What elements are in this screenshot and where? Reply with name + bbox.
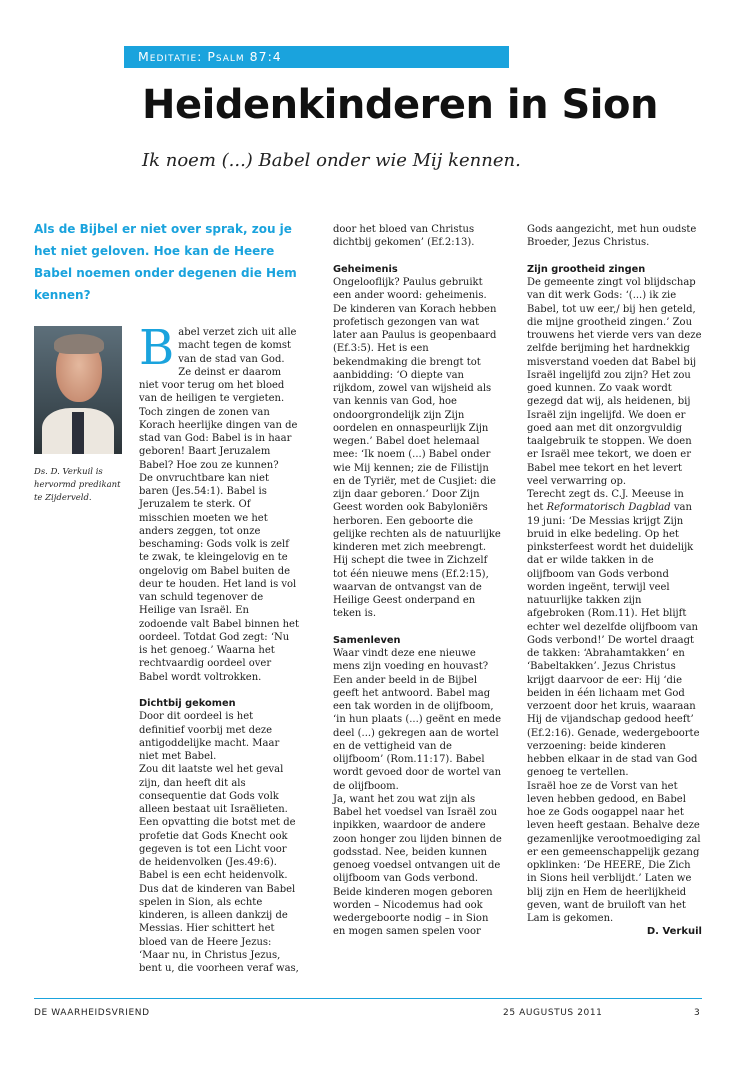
portrait-tie [72,412,84,454]
paragraph: Dus dat de kinderen van Babel spelen in Sion, als echte kinderen, is alleen dankzij de Messias. Hier schittert het bloed van de Heere Jezus: ‘Maar nu, in Christus Jezus, bent u, die voorheen veraf was, [139,883,299,974]
paragraph: Gods aangezicht, met hun oudste Broeder, Jezus Christus. [527,224,697,249]
paragraph: Zou dit laatste wel het geval zijn, dan heeft dit als consequentie dat Gods volk alleen bestaat uit Israëlieten. Een opvatting die botst met de profetie dat Gods Knecht ook gegeven is tot een Licht voor de heidenvolken (Jes.49:6). Babel is een echt heidenvolk. [139,764,296,882]
footer-date: 25 AUGUSTUS 2011 [503,1008,603,1018]
paragraph [139,320,299,472]
paragraph: Door dit oordeel is het definitief voorbij met deze antigoddelijke macht. Maar niet met Babel. [139,711,280,762]
article-subtitle: Ik noem (...) Babel onder wie Mij kennen. [142,150,521,171]
paragraph-text: abel verzet zich uit alle macht tegen de komst van de stad van God. Ze deinst er daarom niet voor terug om het bloed van de heiligen te vergieten. Toch zingen de zonen van Korach heerlijke dingen van de stad van God: Babel is in haar geboren! Baart Jeruzalem Babel? Hoe zou ze kunnen? [139,327,298,471]
section-heading: Dichtbij gekomen [139,698,236,709]
paragraph: door het bloed van Christus dichtbij gekomen’ (Ef.2:13). [333,224,475,249]
author-portrait [34,326,122,454]
photo-caption: Ds. D. Verkuil is hervormd predikant te Zijderveld. [34,467,121,503]
paragraph: De onvruchtbare kan niet baren (Jes.54:1). Babel is Jeruzalem te sterk. Of misschien moeten we het anders zeggen, tot onze beschaming: Gods volk is zelf te zwak, te kleingelovig en te ongelovig om Babel buiten de deur te houden. Het land is vol van schuld tegenover de Heilige van Israël. En zodoende valt Babel binnen het oordeel. Totdat God zegt: ‘Nu is het genoeg.’ Waarna het rechtvaardig oordeel over Babel wordt voltrokken. [139,472,299,683]
newspaper-title: Reformatorisch Dagblad [546,502,671,514]
section-heading: Samenleven [333,634,401,646]
section-heading: Geheimenis [333,263,398,275]
body-column-2 [333,223,503,939]
paragraph: De gemeente zingt vol blijdschap van dit werk Gods: ‘(...) ik zie Babel, tot uw eer,/ bij hen geteld, die mijne grootheid zingen.’ Zou trouwens het vierde vers van deze zelfde berijming het hardnekkig misverstand voeden dat Babel bij Israël ingelijfd zou zijn? Het zou goed kunnen. Zo vaak wordt gezegd dat wij, als heidenen, bij Israël zijn ingelijfd. We doen er goed aan met dit onzorgvuldig taalgebruik te stoppen. We doen er Israël mee tekort, we doen er Babel mee tekort en het levert veel verwarring op. [527,277,702,487]
paragraph: Ongelooflijk? Paulus gebruikt een ander woord: geheimenis. [333,277,487,302]
paragraph-text: Terecht zegt ds. C.J. Meeuse in het [527,489,684,514]
paragraph: Israël hoe ze de Vorst van het leven hebben gedood, en Babel hoe ze Gods oogappel naar het leven heeft gestaan. Behalve deze gezamenlijke verootmoediging zal er een gemeenschappelijk gezang opklinken: ‘De HEERE, Die Zich in Sions heil verblijdt.’ Laten we blij zijn en Hem de heerlijkheid geven, want de bruiloft van het Lam is gekomen. [527,780,701,924]
article-title: Heidenkinderen in Sion [142,82,658,128]
page-number: 3 [694,1008,701,1018]
paragraph: De kinderen van Korach hebben profetisch gezongen van wat later aan Paulus is geopenbaard (Ef.3:5). Het is een bekendmaking die brengt tot aanbidding: ‘O diepte van rijkdom, zowel van wijsheid als van kennis van God, hoe ondoorgrondelijk zijn Zijn oordelen en onnaspeurlijk Zijn wegen.’ Babel doet helemaal mee: ‘Ik noem (...) Babel onder wie Mij kennen; zie de Filistijn en de Tyriër, met de Cusjiet: die zijn daar geboren.’ Door Zijn Geest worden ook Babyloniërs herboren. Een geboorte die gelijke rechten als de natuurlijke kinderen met zich meebrengt. Hij schept die twee in Zichzelf tot één nieuwe mens (Ef.2:15), waarvan de ontvangst van de Heilige Geest onderpand en teken is. [333,303,501,620]
portrait-hair [54,334,104,354]
drop-cap: B [139,320,175,376]
footer-rule [34,998,702,999]
paragraph [527,488,702,780]
section-heading: Zijn grootheid zingen [527,263,646,275]
paragraph-text: van 19 juni: ‘De Messias krijgt Zijn bruid in elke bedeling. Op het pinksterfeest wordt het duidelijk dat er wilde takken in de olijfboom van Gods verbond worden ingeënt, terwijl veel natuurlijke takken zijn afgebroken (Rom.11). Het blijft echter wel dezelfde olijfboom van Gods verbond!’ De wortel draagt de takken: ‘Abrahamtakken’ en ‘Babeltakken’. Jezus Christus krijgt daarvoor de eer: Hij ‘die beiden in één lichaam met God verzoent door het kruis, waaraan Hij de vijandschap gedood heeft’ (Ef.2:16). Genade, wedergeboorte verzoening: beide kinderen hebben elkaar in de stad van God genoeg te vertellen. [527,502,700,779]
paragraph: Ja, want het zou wat zijn als Babel het voedsel van Israël zou inpikken, waardoor de andere zoon honger zou lijden binnen de godsstad. Nee, beiden kunnen genoeg voedsel ontvangen uit de olijfboom van Gods verbond. [333,793,502,885]
author-signature: D. Verkuil [646,926,702,938]
paragraph: Beide kinderen mogen geboren worden – Nicodemus had ook wedergeboorte nodig – in Sion en mogen samen spelen voor [333,886,493,938]
body-column-1 [139,320,299,975]
section-banner: Meditatie: Psalm 87:4 [124,46,509,68]
intro-lead: Als de Bijbel er niet over sprak, zou je het niet geloven. Hoe kan de Heere Babel noemen onder degenen die Hem kennen? [34,222,297,302]
paragraph: Waar vindt deze ene nieuwe mens zijn voeding en houvast? Een ander beeld in de Bijbel geeft het antwoord. Babel mag een tak worden in de olijfboom, ‘in hun plaats (...) geënt en mede deel (...) gekregen aan de wortel en de vettigheid van de olijfboom’ (Rom.11:17). Babel wordt gevoed door de wortel van de olijfboom. [333,648,502,792]
body-column-3 [527,223,702,939]
footer-publication: DE WAARHEIDSVRIEND [34,1008,150,1018]
